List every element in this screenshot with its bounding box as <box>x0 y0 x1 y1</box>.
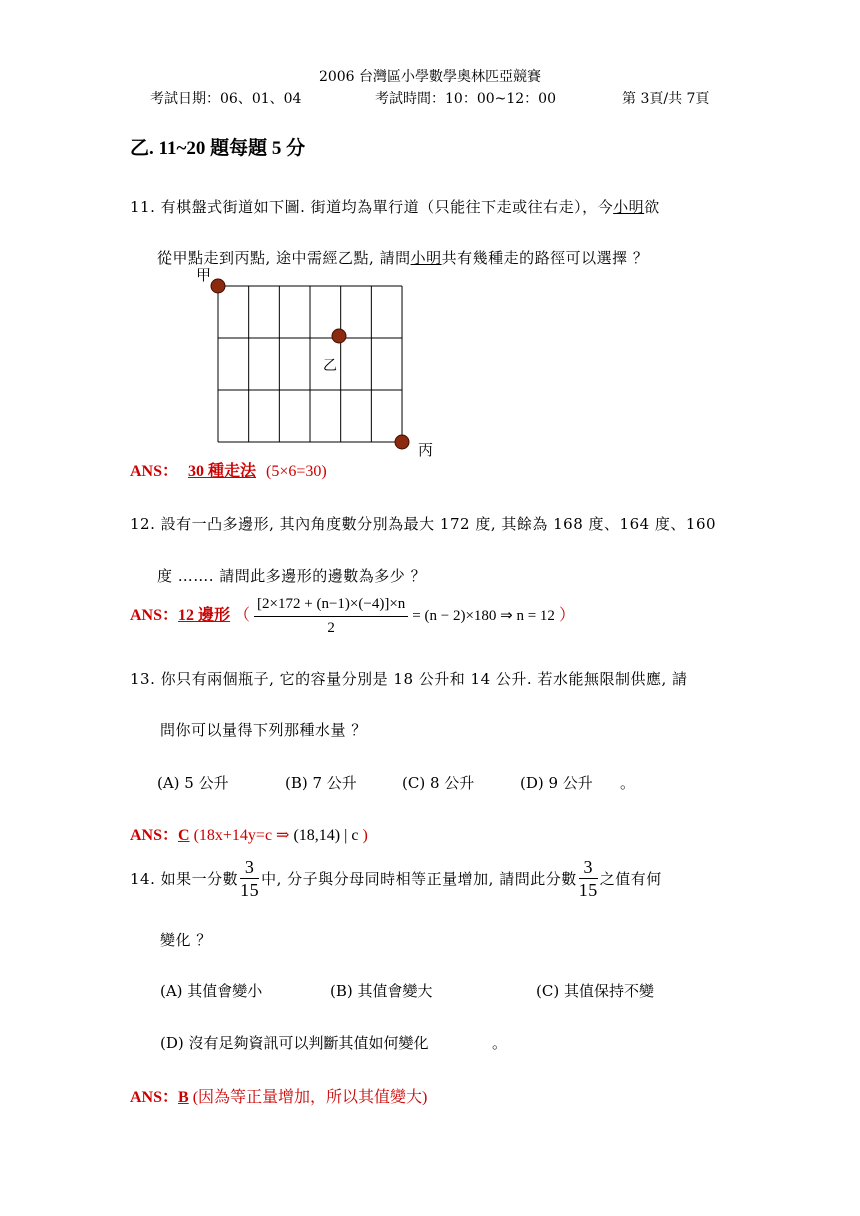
q13-line1: 13. 你只有兩個瓶子, 它的容量分別是 18 公升和 14 公升. 若水能無限制供應, 請 <box>130 670 688 688</box>
q11-line1 <box>130 196 660 217</box>
exam-date: 考試日期：06、01、04 <box>150 91 302 107</box>
q13-answer <box>130 822 368 845</box>
label-bing: 丙 <box>418 441 434 459</box>
section-title: 乙. 11~20 題每題 5 分 <box>130 138 306 159</box>
q12-frac-denominator: 2 <box>327 620 335 636</box>
q14-option-d: (D) 沒有足夠資訊可以判斷其值如何變化 <box>160 1034 429 1052</box>
q13-ans-math: (18,14) | c <box>293 827 359 844</box>
q14-fraction-1 <box>240 858 259 899</box>
q12-open-paren: （ <box>234 607 251 625</box>
point-bing <box>395 435 409 449</box>
q14-text-c: 之值有何 <box>599 870 662 888</box>
q14-frac2-numerator: 3 <box>579 858 598 879</box>
q14-frac2-denominator: 15 <box>578 880 598 900</box>
street-grid-diagram <box>180 258 450 468</box>
q11-ans-label: ANS： <box>130 463 179 480</box>
q11-name-1: 小明 <box>613 198 645 216</box>
q11-answer <box>130 458 327 481</box>
q14-text-b: 中, 分子與分母同時相等正量增加, 請問此分數 <box>261 870 577 888</box>
q11-ans-value: 30 種走法 <box>188 463 257 480</box>
q11-text-b: 欲 <box>644 198 660 216</box>
q14-line1 <box>130 858 662 899</box>
q11-text-a: 11. 有棋盤式街道如下圖. 街道均為單行道（只能往下走或往右走），今 <box>130 198 614 216</box>
q14-option-end: 。 <box>492 1034 508 1052</box>
q14-fraction-2 <box>579 858 598 899</box>
point-jia <box>211 279 225 293</box>
label-yi: 乙 <box>323 358 337 374</box>
q14-ans-note: (因為等正量增加，所以其值變大) <box>188 1089 428 1106</box>
exam-time: 考試時間：10：00~12：00 <box>375 91 556 107</box>
q11-text-c: 從甲點走到丙點, 途中需經乙點, 請問 <box>157 249 411 267</box>
q12-fraction <box>254 596 408 637</box>
q11-name-2: 小明 <box>410 249 442 267</box>
q14-option-a: (A) 其值會變小 <box>160 982 263 1000</box>
q14-line2: 變化 ？ <box>160 931 212 949</box>
q13-ans-value: C <box>178 827 190 844</box>
grid-lines <box>218 286 402 442</box>
q12-equation: = (n − 2)×180 ⇒ n = 12 <box>412 608 555 625</box>
page-number: 第 3頁/共 7頁 <box>622 91 710 107</box>
q12-close-paren: ） <box>558 607 575 625</box>
q12-ans-label: ANS： <box>130 607 179 625</box>
q14-option-b: (B) 其值會變大 <box>330 982 433 1000</box>
q14-option-c: (C) 其值保持不變 <box>536 982 654 1000</box>
q12-frac-numerator: [2×172 + (n−1)×(−4)]×n <box>254 596 408 617</box>
q13-option-d: (D) 9 公升 <box>520 774 593 792</box>
q13-option-c: (C) 8 公升 <box>402 774 475 792</box>
q12-line2: 度 ……. 請問此多邊形的邊數為多少 ？ <box>157 567 427 585</box>
q11-ans-note: (5×6=30) <box>266 463 327 480</box>
q13-line2: 問你可以量得下列那種水量 ？ <box>160 721 367 739</box>
q14-ans-label: ANS： <box>130 1089 179 1106</box>
q14-text-a: 14. 如果一分數 <box>130 870 239 888</box>
q14-answer <box>130 1084 427 1107</box>
q13-ans-note-post: ) <box>358 827 368 844</box>
label-jia: 甲 <box>196 266 212 284</box>
q13-ans-label: ANS： <box>130 827 179 844</box>
q14-frac1-denominator: 15 <box>240 880 260 900</box>
q12-ans-value: 12 邊形 <box>178 607 231 625</box>
q11-text-d: 共有幾種走的路徑可以選擇 ？ <box>441 249 649 267</box>
q13-option-end: 。 <box>620 774 636 792</box>
exam-title: 2006 台灣區小學數學奧林匹亞競賽 <box>318 69 542 85</box>
q13-option-a: (A) 5 公升 <box>157 774 229 792</box>
q14-ans-value: B <box>178 1089 189 1106</box>
q13-option-b: (B) 7 公升 <box>285 774 357 792</box>
q12-answer <box>130 596 575 637</box>
q14-frac1-numerator: 3 <box>240 858 259 879</box>
point-yi <box>332 329 346 343</box>
q12-line1: 12. 設有一凸多邊形, 其內角度數分別為最大 172 度, 其餘為 168 度、164 度、160 <box>130 515 717 533</box>
q13-ans-note-pre: (18x+14y=c ⇒ <box>189 827 294 844</box>
